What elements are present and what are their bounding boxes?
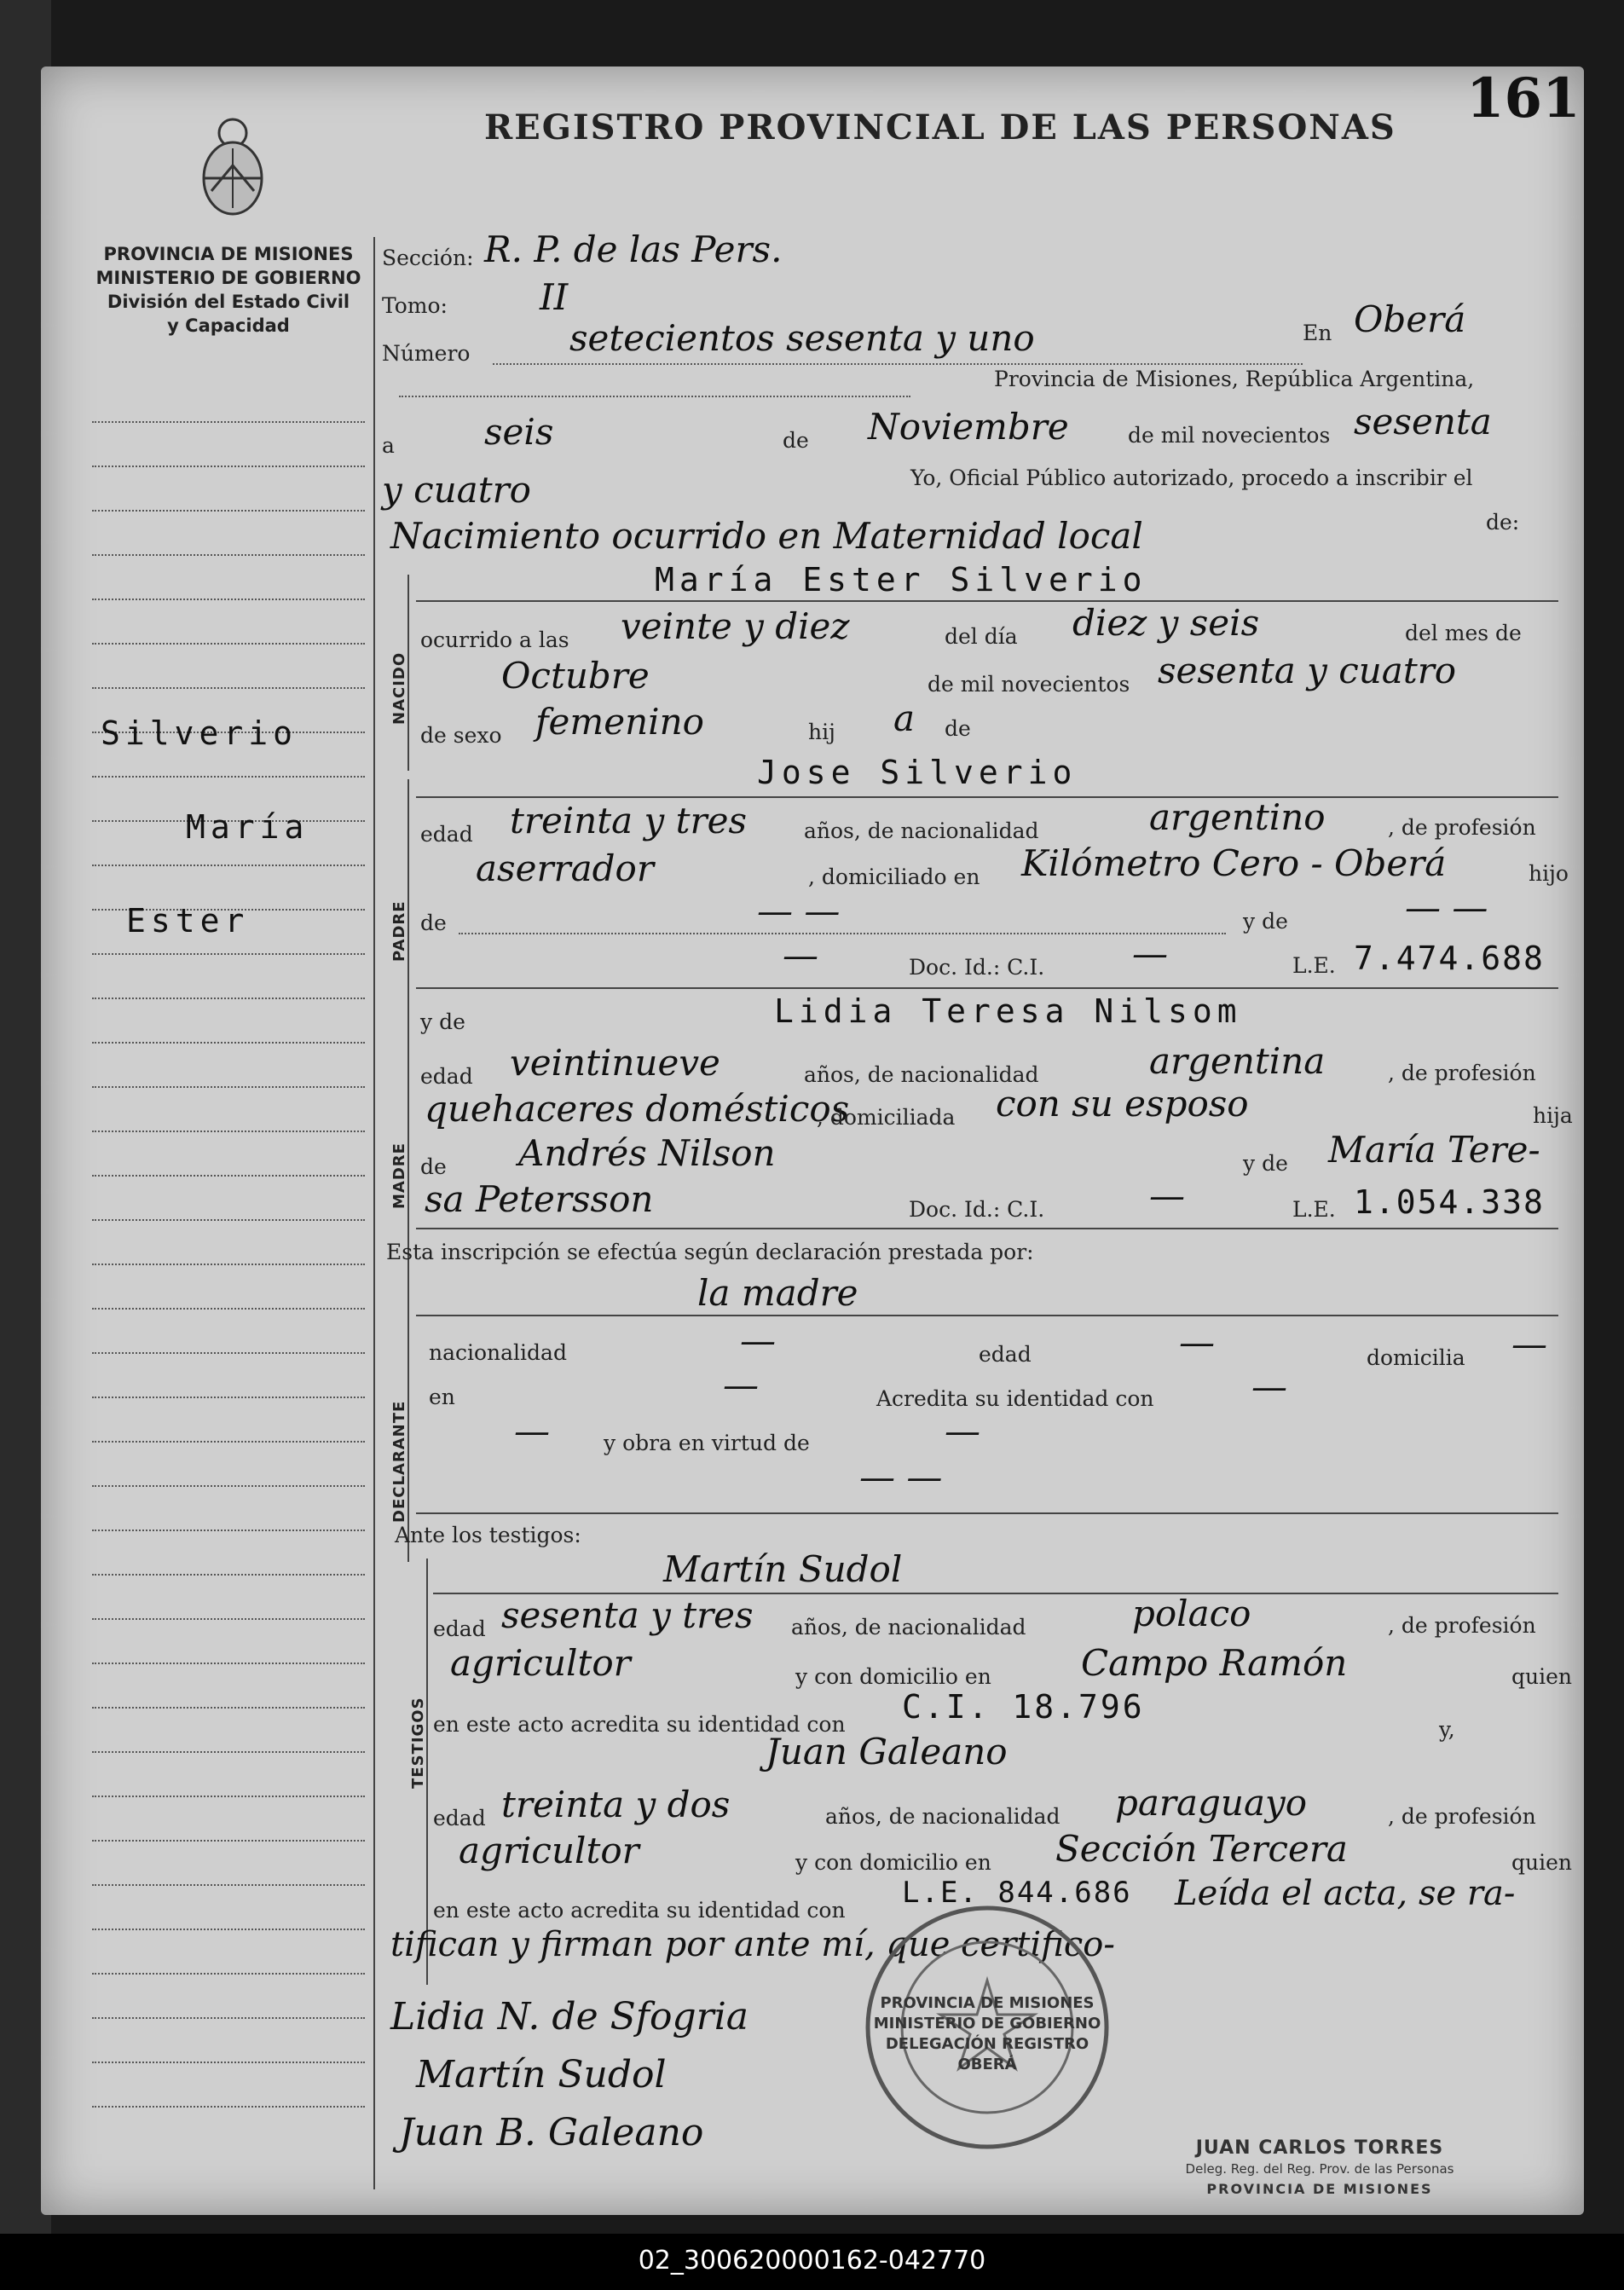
- testigo1-nac-value: polaco: [1132, 1593, 1251, 1634]
- padre-prof-label: , de profesión: [1388, 815, 1536, 840]
- ocurrido-label: ocurrido a las: [420, 627, 569, 652]
- dia-nacimiento-value: diez y seis: [1072, 602, 1260, 644]
- padre-nac-value: argentino: [1149, 796, 1326, 838]
- en-value: Oberá: [1354, 298, 1466, 340]
- hora-value: veinte y diez: [621, 605, 850, 647]
- seccion-value: R. P. de las Pers.: [484, 228, 783, 270]
- testigo2-prof-value: agricultor: [459, 1830, 639, 1871]
- oficial-text: Yo, Oficial Público autorizado, procedo a inscribir el: [910, 466, 1473, 490]
- coat-of-arms-icon: [194, 114, 271, 217]
- hij-value: a: [893, 697, 916, 739]
- madre-le-label: L.E.: [1292, 1197, 1336, 1222]
- madre-edad-value: veintinueve: [510, 1042, 720, 1084]
- testigo1-acredita-label: en este acto acredita su identidad con: [433, 1712, 846, 1737]
- madre-de-label: de: [420, 1154, 447, 1179]
- padre-prof-value: aserrador: [476, 847, 654, 889]
- signature-testigo2: Juan B. Galeano: [399, 2111, 704, 2154]
- del-mes-label: del mes de: [1405, 621, 1522, 645]
- agency-division: División del Estado Civil: [107, 292, 350, 312]
- madre-y-de-label-2: y de: [1243, 1151, 1288, 1176]
- margin-surname: Silverio: [101, 714, 298, 752]
- seccion-label: Sección:: [382, 246, 474, 270]
- officer-name: JUAN CARLOS TORRES: [1195, 2137, 1444, 2159]
- madre-prof-label: , de profesión: [1388, 1061, 1536, 1085]
- madre-section-label: MADRE: [390, 1142, 408, 1209]
- nacido-section-label: NACIDO: [390, 651, 408, 725]
- margin-first-name: María: [186, 808, 309, 846]
- hij-label: hij: [808, 720, 835, 744]
- mes-nacimiento-value: Octubre: [501, 655, 650, 697]
- padre-nac-label: años, de nacionalidad: [804, 818, 1039, 843]
- declarante-acredita-label: Acredita su identidad con: [876, 1386, 1154, 1411]
- declarante-dom-value: —: [1511, 1323, 1547, 1365]
- dia-value: seis: [484, 411, 554, 453]
- closing-text: tifican y firman por ante mí, que certifico-: [390, 1925, 1115, 1964]
- madre-madre-value-1: María Tere-: [1328, 1129, 1540, 1171]
- madre-edad-label: edad: [420, 1064, 473, 1089]
- a-label: a: [382, 433, 395, 458]
- madre-dom-label: , domiciliada: [817, 1105, 956, 1130]
- testigo1-dom-label: y con domicilio en: [795, 1664, 991, 1689]
- signature-declarante: Lidia N. de Sfogria: [390, 1995, 749, 2038]
- leida-text: Leída el acta, se ra-: [1175, 1874, 1516, 1913]
- nacido-de-label: de: [945, 716, 971, 741]
- agency-capacity: y Capacidad: [167, 315, 290, 336]
- declarante-pre-obra-value: —: [514, 1410, 550, 1452]
- padre-hijo-label: hijo: [1529, 861, 1569, 886]
- anio-value-2: y cuatro: [382, 469, 531, 511]
- padre-de-value: — —: [757, 890, 841, 932]
- declarante-nac-label: nacionalidad: [429, 1340, 567, 1365]
- agency-block: [84, 242, 373, 338]
- declaracion-text: Esta inscripción se efectúa según declaración prestada por:: [386, 1240, 1034, 1264]
- testigo2-id-value: L.E. 844.686: [902, 1876, 1132, 1910]
- testigo2-nac-label: años, de nacionalidad: [825, 1804, 1061, 1829]
- padre-de-label: de: [420, 911, 447, 935]
- testigo2-prof-label: , de profesión: [1388, 1804, 1536, 1829]
- sexo-value: femenino: [535, 701, 704, 743]
- padre-name: Jose Silverio: [757, 754, 1078, 791]
- testigo1-y-label: y,: [1439, 1717, 1455, 1742]
- nacido-mil-label: de mil novecientos: [928, 672, 1130, 697]
- archive-id: 02_300620000162-042770: [638, 2246, 986, 2276]
- madre-nac-value: argentina: [1149, 1040, 1326, 1082]
- padre-dom-label: , domiciliado en: [808, 865, 980, 889]
- page-number: 161: [1466, 67, 1581, 130]
- agency-ministry: MINISTERIO DE GOBIERNO: [95, 268, 361, 288]
- mil-label: de mil novecientos: [1128, 423, 1331, 448]
- declarante-obra-label: y obra en virtud de: [604, 1431, 810, 1455]
- padre-section-label: PADRE: [390, 900, 408, 962]
- testigo1-id-value: C.I. 18.796: [902, 1688, 1145, 1726]
- madre-prof-value: quehaceres domésticos: [425, 1088, 850, 1130]
- padre-doc-label: Doc. Id.: C.I.: [909, 955, 1045, 980]
- padre-le-label: L.E.: [1292, 953, 1336, 978]
- evento-value: Nacimiento ocurrido en Maternidad local: [390, 515, 1143, 557]
- officer-role: Deleg. Reg. del Reg. Prov. de las Personas: [1185, 2161, 1454, 2177]
- testigo2-acredita-label: en este acto acredita su identidad con: [433, 1898, 846, 1923]
- madre-padre-value: Andrés Nilson: [518, 1132, 776, 1174]
- testigo1-edad-value: sesenta y tres: [501, 1594, 754, 1636]
- testigo2-nac-value: paraguayo: [1115, 1782, 1308, 1824]
- madre-doc-label: Doc. Id.: C.I.: [909, 1197, 1045, 1222]
- declarante-en-label: en: [429, 1385, 455, 1409]
- en-label: En: [1303, 321, 1332, 345]
- madre-dom-value: con su esposo: [996, 1083, 1249, 1125]
- officer-province: PROVINCIA DE MISIONES: [1206, 2181, 1433, 2197]
- declarante-last-value: — —: [859, 1456, 943, 1498]
- declarante-acredita-value: —: [1251, 1366, 1287, 1408]
- testigo1-quien-label: quien: [1511, 1664, 1572, 1689]
- declarante-nac-value: —: [740, 1320, 776, 1362]
- margin-second-name: Ester: [126, 902, 250, 940]
- testigo2-dom-label: y con domicilio en: [795, 1850, 991, 1875]
- anio-value-1: sesenta: [1354, 401, 1492, 442]
- padre-edad-value: treinta y tres: [510, 800, 748, 841]
- padre-y-de-value: — —: [1405, 887, 1488, 928]
- padre-y-de-label: y de: [1243, 909, 1288, 934]
- testigo1-dom-value: Campo Ramón: [1081, 1642, 1348, 1684]
- declarante-name: la madre: [697, 1272, 858, 1314]
- anio-nacimiento-value: sesenta y cuatro: [1158, 650, 1457, 691]
- testigo1-prof-label: , de profesión: [1388, 1613, 1536, 1638]
- testigo2-name: Juan Galeano: [766, 1731, 1008, 1772]
- madre-madre-value-2: sa Petersson: [425, 1178, 654, 1220]
- declarante-edad-value: —: [1179, 1321, 1215, 1363]
- tomo-value: II: [540, 276, 569, 318]
- de-colon: de:: [1486, 510, 1520, 535]
- madre-le-value: 1.054.338: [1354, 1183, 1545, 1221]
- testigos-label: Ante los testigos:: [395, 1523, 581, 1547]
- madre-ci-value: —: [1149, 1175, 1185, 1217]
- declarante-edad-label: edad: [979, 1342, 1032, 1367]
- document-title: REGISTRO PROVINCIAL DE LAS PERSONAS: [484, 107, 1396, 147]
- sexo-label: de sexo: [420, 723, 502, 748]
- testigo1-nac-label: años, de nacionalidad: [791, 1615, 1026, 1639]
- main-divider: [373, 237, 375, 2189]
- declarante-en-value: —: [723, 1364, 759, 1406]
- padre-dom-value: Kilómetro Cero - Oberá: [1021, 842, 1447, 884]
- testigo2-dom-value: Sección Tercera: [1055, 1828, 1348, 1870]
- provincia-text: Provincia de Misiones, República Argentina,: [994, 367, 1475, 391]
- madre-nac-label: años, de nacionalidad: [804, 1062, 1039, 1087]
- padre-edad-label: edad: [420, 822, 473, 847]
- mes-value: Noviembre: [868, 406, 1069, 448]
- testigo1-edad-label: edad: [433, 1616, 486, 1641]
- testigo1-name: Martín Sudol: [663, 1548, 903, 1590]
- testigo2-quien-label: quien: [1511, 1850, 1572, 1875]
- madre-hija-label: hija: [1533, 1103, 1573, 1128]
- testigo2-edad-value: treinta y dos: [501, 1784, 731, 1825]
- official-seal-text: PROVINCIA DE MISIONES MINISTERIO DE GOBIERNO DELEGACIÓN REGISTRO OBERÁ: [873, 1994, 1101, 2073]
- testigos-section-label: TESTIGOS: [409, 1697, 427, 1789]
- certificate-page: [41, 67, 1584, 2215]
- del-dia-label: del día: [945, 624, 1018, 649]
- de-label: de: [783, 428, 809, 453]
- madre-y-de-label: y de: [420, 1009, 465, 1034]
- declarante-dom-label: domicilia: [1367, 1345, 1465, 1370]
- padre-le-value: 7.474.688: [1354, 940, 1545, 977]
- declarante-section-label: DECLARANTE: [390, 1400, 408, 1523]
- numero-label: Número: [382, 341, 471, 366]
- officer-stamp: [1141, 2138, 1499, 2200]
- madre-name: Lidia Teresa Nilsom: [774, 992, 1242, 1030]
- testigo1-prof-value: agricultor: [450, 1642, 631, 1684]
- agency-province: PROVINCIA DE MISIONES: [103, 244, 354, 264]
- padre-ci-value: —: [1132, 933, 1168, 974]
- nacido-name: María Ester Silverio: [655, 561, 1147, 599]
- tomo-label: Tomo:: [382, 293, 448, 318]
- signature-testigo1: Martín Sudol: [416, 2053, 667, 2096]
- testigo2-edad-label: edad: [433, 1806, 486, 1830]
- padre-dash-value: —: [783, 934, 818, 976]
- declarante-obra-value: —: [945, 1410, 980, 1452]
- numero-value: setecientos sesenta y uno: [569, 317, 1035, 359]
